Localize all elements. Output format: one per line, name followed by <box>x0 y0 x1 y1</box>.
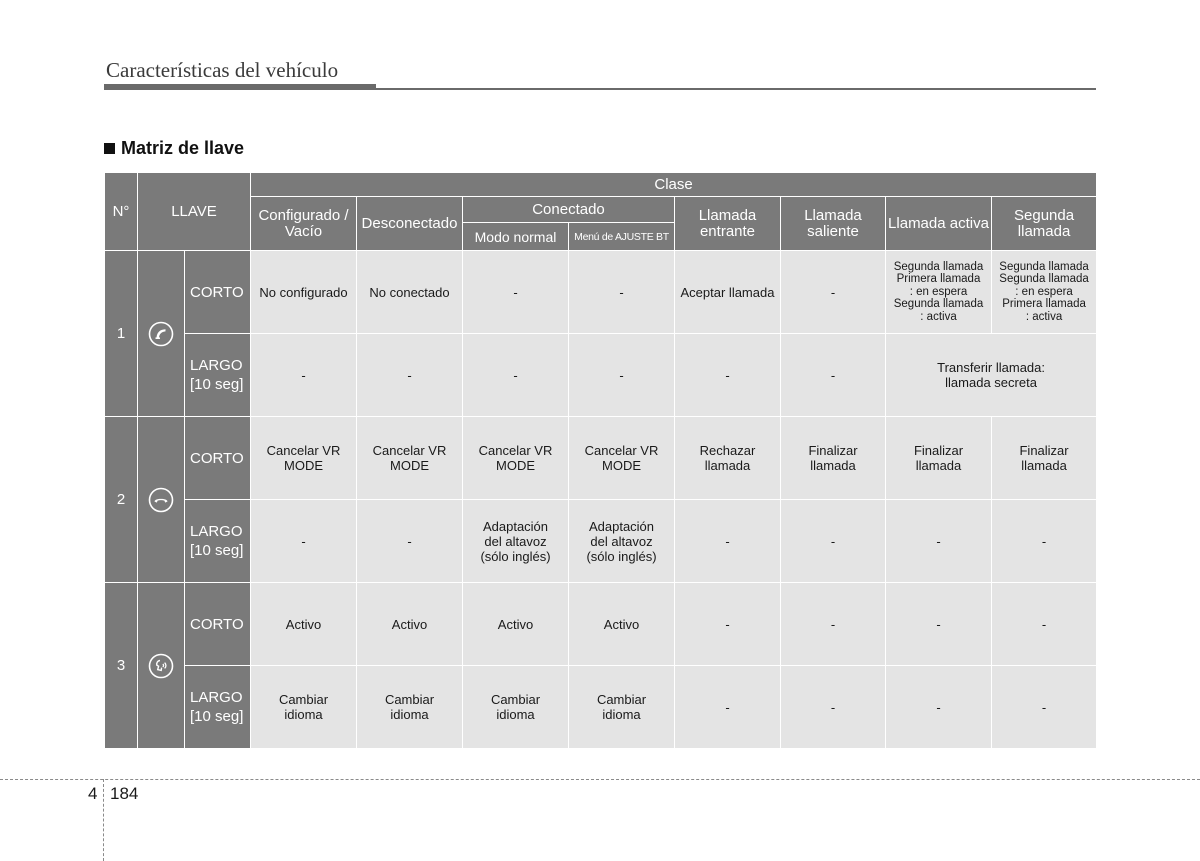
table-cell: Finalizar llamada <box>992 417 1097 500</box>
press-long-label: LARGO [10 seg] <box>185 500 251 583</box>
header-class: Clase <box>251 173 1097 197</box>
page-header <box>104 56 1096 92</box>
table-cell: - <box>992 500 1097 583</box>
header-incoming-call: Llamada entrante <box>675 197 781 251</box>
table-cell: - <box>992 666 1097 749</box>
header-no: N° <box>105 173 138 251</box>
key-matrix-table <box>104 172 1097 749</box>
table-cell-merged: Transferir llamada: llamada secreta <box>886 334 1097 417</box>
table-cell: - <box>781 583 886 666</box>
table-cell: Cambiar idioma <box>569 666 675 749</box>
row-number: 2 <box>105 417 138 583</box>
table-cell: Finalizar llamada <box>886 417 992 500</box>
table-cell: Cambiar idioma <box>463 666 569 749</box>
page-title: Características del vehículo <box>106 58 339 82</box>
table-cell: Adaptación del altavoz (sólo inglés) <box>569 500 675 583</box>
row-icon-cell <box>138 251 185 417</box>
table-cell: Cambiar idioma <box>357 666 463 749</box>
header-configured: Configurado / Vacío <box>251 197 357 251</box>
table-cell: Cambiar idioma <box>251 666 357 749</box>
table-cell: Activo <box>251 583 357 666</box>
page-number: 184 <box>110 784 139 803</box>
table-cell: Adaptación del altavoz (sólo inglés) <box>463 500 569 583</box>
table-cell: Activo <box>463 583 569 666</box>
table-cell: - <box>675 666 781 749</box>
header-disconnected: Desconectado <box>357 197 463 251</box>
table-row <box>105 334 1097 417</box>
press-short-label: CORTO <box>185 417 251 500</box>
press-long-label: LARGO [10 seg] <box>185 334 251 417</box>
table-row <box>105 583 1097 666</box>
header-key: LLAVE <box>138 173 251 251</box>
table-cell: - <box>886 666 992 749</box>
table-cell: - <box>569 334 675 417</box>
table-cell: Activo <box>569 583 675 666</box>
row-number: 3 <box>105 583 138 749</box>
table-row <box>105 500 1097 583</box>
row-icon-cell <box>138 417 185 583</box>
chapter-number: 4 <box>88 784 98 803</box>
table-cell: - <box>675 583 781 666</box>
table-cell: - <box>992 583 1097 666</box>
table-cell: - <box>675 500 781 583</box>
table-cell: - <box>569 251 675 334</box>
call-end-icon <box>148 487 174 513</box>
row-icon-cell <box>138 583 185 749</box>
table-cell: - <box>781 666 886 749</box>
table-cell: - <box>781 251 886 334</box>
header-outgoing-call: Llamada saliente <box>781 197 886 251</box>
section-title: Matriz de llave <box>121 138 245 158</box>
table-cell: - <box>781 334 886 417</box>
header-second-call: Segunda llamada <box>992 197 1097 251</box>
table-cell: - <box>781 500 886 583</box>
table-cell: Cancelar VR MODE <box>251 417 357 500</box>
header-active-call: Llamada activa <box>886 197 992 251</box>
header-rule-accent <box>104 84 376 90</box>
table-cell: Segunda llamada Segunda llamada : en espera Primera llamada : activa <box>992 251 1097 334</box>
square-bullet-icon <box>104 143 115 154</box>
table-row <box>105 251 1097 334</box>
table-cell: Finalizar llamada <box>781 417 886 500</box>
table-cell: - <box>463 334 569 417</box>
table-cell: - <box>675 334 781 417</box>
table-cell: - <box>886 500 992 583</box>
table-cell: Cancelar VR MODE <box>357 417 463 500</box>
table-cell: - <box>251 334 357 417</box>
table-cell: Aceptar llamada <box>675 251 781 334</box>
row-number: 1 <box>105 251 138 417</box>
table-cell: - <box>463 251 569 334</box>
table-cell: Segunda llamada Primera llamada : en espera Segunda llamada : activa <box>886 251 992 334</box>
press-short-label: CORTO <box>185 583 251 666</box>
call-answer-icon <box>148 321 174 347</box>
voice-command-icon <box>148 653 174 679</box>
table-cell: - <box>886 583 992 666</box>
header-bt-menu: Menú de AJUSTE BT <box>569 223 675 251</box>
table-row <box>105 417 1097 500</box>
table-cell: Rechazar llamada <box>675 417 781 500</box>
table-cell: Cancelar VR MODE <box>569 417 675 500</box>
footer-side-divider <box>103 779 104 861</box>
press-long-label: LARGO [10 seg] <box>185 666 251 749</box>
table-cell: - <box>357 334 463 417</box>
table-row <box>105 666 1097 749</box>
table-cell: Activo <box>357 583 463 666</box>
table-cell: - <box>251 500 357 583</box>
header-connected: Conectado <box>463 197 675 223</box>
table-cell: No conectado <box>357 251 463 334</box>
table-cell: Cancelar VR MODE <box>463 417 569 500</box>
section-heading <box>104 138 244 159</box>
press-short-label: CORTO <box>185 251 251 334</box>
table-cell: No configurado <box>251 251 357 334</box>
table-cell: - <box>357 500 463 583</box>
footer-divider <box>0 779 1200 780</box>
header-normal-mode: Modo normal <box>463 223 569 251</box>
